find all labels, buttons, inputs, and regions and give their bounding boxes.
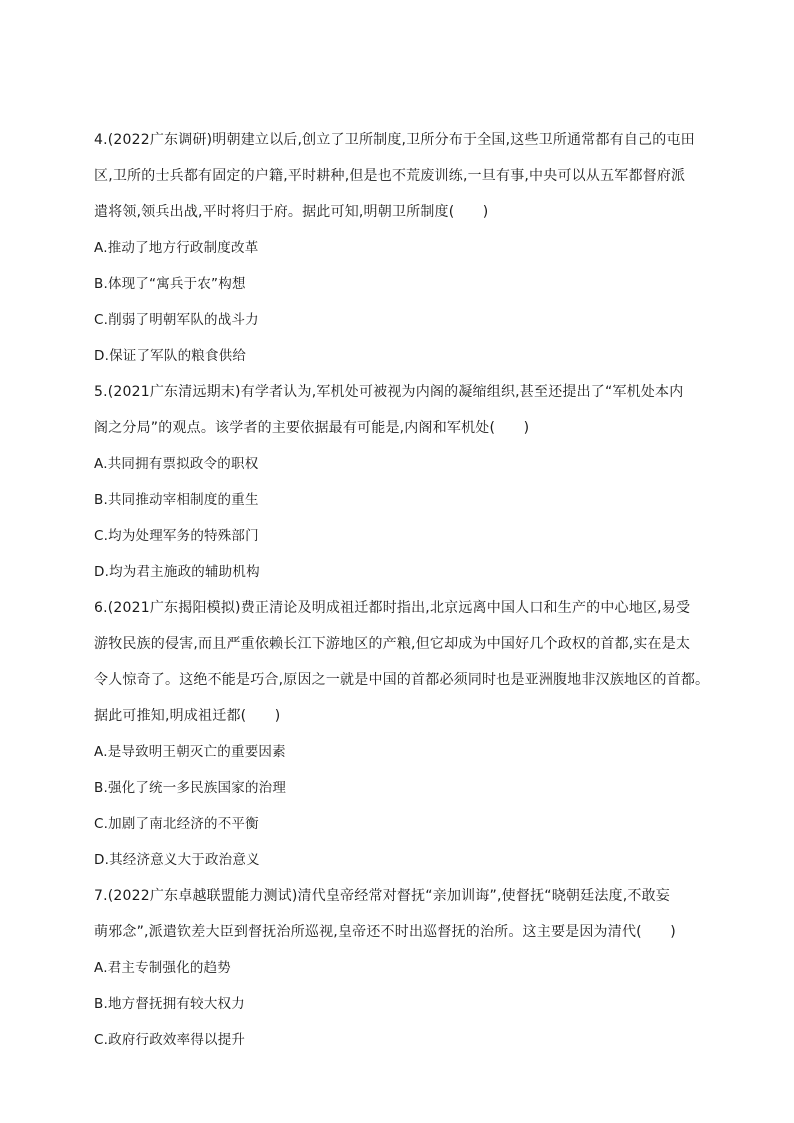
q4-stem-line-2: 区,卫所的士兵都有固定的户籍,平时耕种,但是也不荒废训练,一旦有事,中央可以从五军都督府派 xyxy=(94,168,686,184)
q4-option-c: C.削弱了明朝军队的战斗力 xyxy=(94,312,259,328)
q6-stem-line-1: 6.(2021广东揭阳模拟)费正清论及明成祖迁都时指出,北京远离中国人口和生产的中心地区,易受 xyxy=(94,600,691,616)
q5-stem-line-1: 5.(2021广东清远期末)有学者认为,军机处可被视为内阁的凝缩组织,甚至还提出了“军机处本内 xyxy=(94,384,684,400)
q6-option-a: A.是导致明王朝灭亡的重要因素 xyxy=(94,744,286,760)
q6-stem-line-4: 据此可推知,明成祖迁都( ) xyxy=(94,708,281,724)
q5-option-a: A.共同拥有票拟政令的职权 xyxy=(94,456,259,472)
q4-stem-line-1: 4.(2022广东调研)明朝建立以后,创立了卫所制度,卫所分布于全国,这些卫所通常都有自己的屯田 xyxy=(94,132,695,148)
q4-stem-line-3: 遣将领,领兵出战,平时将归于府。据此可知,明朝卫所制度( ) xyxy=(94,204,489,220)
q6-stem-line-3: 令人惊奇了。这绝不能是巧合,原因之一就是中国的首都必须同时也是亚洲腹地非汉族地区的首都。 xyxy=(94,672,710,688)
q6-option-c: C.加剧了南北经济的不平衡 xyxy=(94,816,259,832)
q7-stem-line-1: 7.(2022广东卓越联盟能力测试)清代皇帝经常对督抚“亲加训诲”,使督抚“晓朝廷法度,不敢妄 xyxy=(94,888,670,904)
q5-option-d: D.均为君主施政的辅助机构 xyxy=(94,564,260,580)
q6-stem-line-2: 游牧民族的侵害,而且严重依赖长江下游地区的产粮,但它却成为中国好几个政权的首都,实在是太 xyxy=(94,636,691,652)
q6-option-b: B.强化了统一多民族国家的治理 xyxy=(94,780,287,796)
q7-option-c: C.政府行政效率得以提升 xyxy=(94,1032,246,1048)
q4-option-b: B.体现了“寓兵于农”构想 xyxy=(94,276,246,292)
q5-option-b: B.共同推动宰相制度的重生 xyxy=(94,492,259,508)
q4-option-d: D.保证了军队的粮食供给 xyxy=(94,348,247,364)
q7-option-b: B.地方督抚拥有较大权力 xyxy=(94,996,245,1012)
q4-option-a: A.推动了地方行政制度改革 xyxy=(94,240,259,256)
q7-stem-line-2: 萌邪念”,派遣钦差大臣到督抚治所巡视,皇帝还不时出巡督抚的治所。这主要是因为清代( ) xyxy=(94,924,676,940)
q5-stem-line-2: 阁之分局”的观点。该学者的主要依据最有可能是,内阁和军机处( ) xyxy=(94,420,530,436)
q6-option-d: D.其经济意义大于政治意义 xyxy=(94,852,260,868)
q5-option-c: C.均为处理军务的特殊部门 xyxy=(94,528,259,544)
q7-option-a: A.君主专制强化的趋势 xyxy=(94,960,231,976)
